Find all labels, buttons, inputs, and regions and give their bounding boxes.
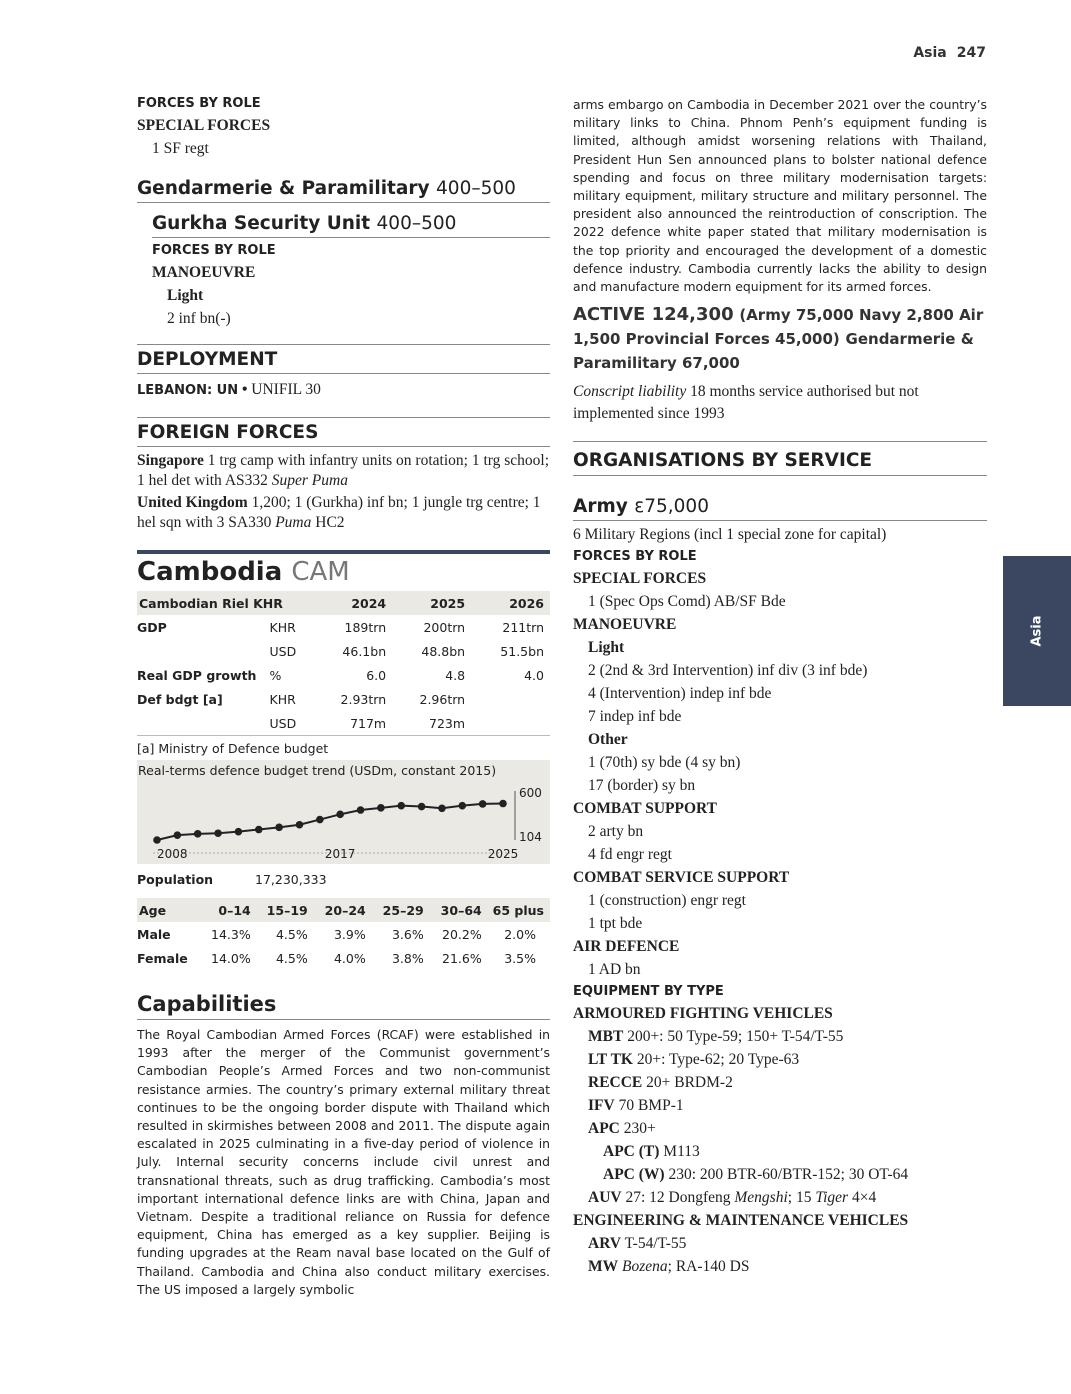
deployment-label: LEBANON: UN bbox=[137, 383, 239, 398]
active-detail: (Army 75,000 Navy 2,800 Air 1,500 Provincial Forces 45,000) bbox=[573, 306, 984, 349]
equipment-text: 4×4 bbox=[848, 1189, 877, 1207]
emv-heading: ENGINEERING & MAINTENANCE VEHICLES bbox=[573, 1212, 909, 1230]
age-header: 20–24 bbox=[324, 902, 366, 918]
population-value: 17,230,333 bbox=[255, 871, 327, 887]
data-point bbox=[377, 804, 385, 812]
paragraph-text: 1 trg camp with infantry units on rotation; 1 trg school; 1 hel det with AS332 bbox=[137, 452, 550, 489]
table-row bbox=[137, 639, 550, 663]
right-column bbox=[573, 96, 987, 1281]
list-item: 1 (Spec Ops Comd) AB/SF Bde bbox=[588, 593, 786, 611]
equipment-text: 20+: Type-62; 20 Type-63 bbox=[632, 1051, 800, 1069]
gurkha-heading bbox=[152, 209, 550, 238]
country-label: Singapore bbox=[137, 452, 204, 469]
age-table bbox=[137, 898, 550, 970]
equipment-label: APC (T) bbox=[603, 1143, 660, 1161]
table-cell: 4.5% bbox=[275, 950, 308, 966]
foreign-forces-heading: FOREIGN FORCES bbox=[137, 417, 550, 447]
military-regions: 6 Military Regions (incl 1 special zone for capital) bbox=[573, 526, 887, 544]
equipment-label: APC (W) bbox=[603, 1166, 665, 1184]
equipment-heading: EQUIPMENT BY TYPE bbox=[573, 984, 724, 1000]
table-cell: 2.0% bbox=[504, 926, 536, 942]
list-item: 1 (70th) sy bde (4 sy bn) bbox=[588, 754, 741, 772]
capabilities-text: The Royal Cambodian Armed Forces (RCAF) were established in 1993 after the merger of the Communist government’s Cambodian People’s Armed Forces and two non-communist resistance armies. The country’s primary external military threat continues to be the ongoing border dispute with Thailand which resulted in skirmishes between 2008 and 2011. The dispute again escalated in 2025 culminating in a five-day period of violence in July. Internal security concerns include civil unrest and transnational threats, such as drug trafficking. Cambodia’s most important international defence links are with China, Japan and Vietnam. Despite a traditional reliance on Russia for defence equipment, China has emerged as a key supplier. Beijing is funding upgrades at the Ream naval base located on the Gulf of Thailand. Cambodia and China also conduct military exercises. The US imposed a largely symbolic bbox=[137, 1027, 550, 1297]
table-cell: 46.1bn bbox=[342, 643, 387, 659]
row-label: Real GDP growth bbox=[137, 667, 257, 683]
data-point bbox=[296, 821, 304, 829]
data-point bbox=[499, 800, 507, 808]
equipment-text: ; 15 bbox=[787, 1189, 816, 1207]
orgs-heading: ORGANISATIONS BY SERVICE bbox=[573, 441, 987, 476]
list-item bbox=[588, 1028, 987, 1046]
list-item: 2 inf bn(-) bbox=[167, 310, 231, 327]
equipment-label: IFV bbox=[588, 1097, 615, 1115]
row-label bbox=[137, 711, 270, 736]
data-point bbox=[458, 802, 466, 810]
section-title: Gendarmerie & Paramilitary bbox=[137, 178, 430, 199]
list-item bbox=[603, 1143, 987, 1161]
row-unit: KHR bbox=[269, 619, 296, 635]
y-tick-label: 600 bbox=[519, 786, 542, 800]
table-cell: 51.5bn bbox=[500, 643, 544, 659]
section-number: ε75,000 bbox=[634, 496, 709, 518]
x-tick-label: 2025 bbox=[487, 847, 519, 861]
row-label: Def bdgt [a] bbox=[137, 691, 223, 707]
data-point bbox=[438, 804, 446, 812]
chart-plot bbox=[137, 760, 550, 864]
special-forces-heading: SPECIAL FORCES bbox=[137, 117, 271, 134]
table-cell: 6.0 bbox=[366, 667, 387, 683]
year-header: 2025 bbox=[430, 595, 466, 611]
list-item bbox=[588, 1074, 987, 1092]
equipment-label: LT TK bbox=[588, 1051, 633, 1069]
table-row bbox=[137, 687, 550, 711]
list-item: 2 (2nd & 3rd Intervention) inf div (3 inf bde) bbox=[588, 662, 868, 680]
age-header: 65 plus bbox=[492, 902, 544, 918]
year-header: 2026 bbox=[509, 595, 544, 611]
active-personnel bbox=[573, 303, 987, 375]
list-item: 1 (construction) engr regt bbox=[588, 892, 746, 910]
age-header: 30–64 bbox=[440, 902, 482, 918]
equipment-text: 27: 12 Dongfeng bbox=[621, 1189, 735, 1207]
equipment-label: RECCE bbox=[588, 1074, 643, 1092]
army-heading bbox=[573, 492, 987, 521]
table-header-row bbox=[137, 591, 550, 615]
light-subheading: Light bbox=[588, 639, 625, 657]
deployment-text: UNIFIL 30 bbox=[251, 381, 321, 398]
equipment-text: 200+: 50 Type-59; 150+ T-54/T-55 bbox=[623, 1028, 844, 1046]
equipment-text: ; RA-140 DS bbox=[667, 1258, 750, 1276]
data-point bbox=[153, 836, 161, 844]
table-row bbox=[137, 922, 550, 946]
year-header: 2024 bbox=[351, 595, 387, 611]
left-column bbox=[137, 96, 550, 1299]
italic-text: Tiger bbox=[815, 1189, 849, 1207]
list-item bbox=[588, 1258, 987, 1276]
table-cell: 3.8% bbox=[391, 950, 424, 966]
bullet: • bbox=[241, 381, 248, 398]
equipment-label: MW bbox=[588, 1258, 619, 1276]
conscript-label: Conscript liability bbox=[573, 383, 687, 401]
capabilities-heading: Capabilities bbox=[137, 988, 550, 1020]
data-point bbox=[357, 806, 365, 814]
list-item bbox=[588, 1189, 987, 1207]
table-row bbox=[137, 711, 550, 736]
table-cell: 4.8 bbox=[445, 667, 466, 683]
list-item: 1 AD bn bbox=[588, 961, 641, 979]
list-item bbox=[588, 1051, 987, 1069]
row-label bbox=[137, 639, 270, 663]
other-subheading: Other bbox=[588, 731, 628, 749]
x-tick-label: 2017 bbox=[324, 847, 356, 861]
combat-support-heading: COMBAT SUPPORT bbox=[573, 800, 717, 818]
footnote: [a] Ministry of Defence budget bbox=[137, 740, 329, 756]
chart-title: Real-terms defence budget trend (USDm, constant 2015) bbox=[138, 763, 497, 778]
series-line bbox=[157, 804, 503, 840]
country-label: United Kingdom bbox=[137, 494, 248, 511]
equipment-text: 20+ BRDM-2 bbox=[642, 1074, 733, 1092]
data-point bbox=[255, 826, 263, 834]
forces-by-role-heading: FORCES BY ROLE bbox=[573, 549, 697, 565]
deployment-entry bbox=[137, 380, 550, 401]
table-cell: 717m bbox=[350, 715, 387, 731]
age-header: 0–14 bbox=[218, 902, 251, 918]
table-cell: 4.0% bbox=[333, 950, 366, 966]
list-item: 17 (border) sy bn bbox=[588, 777, 696, 795]
list-item: 1 SF regt bbox=[152, 140, 209, 157]
italic-text: Mengshi bbox=[734, 1189, 788, 1207]
equipment-text: 230+ bbox=[619, 1120, 656, 1138]
foreign-singapore bbox=[137, 451, 550, 491]
row-unit: KHR bbox=[269, 691, 296, 707]
italic-text: Bozena bbox=[622, 1258, 668, 1276]
data-point bbox=[275, 824, 283, 832]
row-unit: % bbox=[269, 667, 282, 683]
data-point bbox=[174, 831, 182, 839]
section-title: Army bbox=[573, 496, 628, 518]
table-cell: 48.8bn bbox=[421, 643, 466, 659]
list-item: 2 arty bn bbox=[588, 823, 644, 841]
table-cell: 20.2% bbox=[442, 926, 482, 942]
equipment-label: AUV bbox=[588, 1189, 622, 1207]
active-label: ACTIVE 124,300 bbox=[573, 304, 734, 326]
table-row bbox=[137, 663, 550, 687]
table-cell: 14.0% bbox=[211, 950, 251, 966]
table-cell: 3.5% bbox=[504, 950, 536, 966]
list-item: 4 (Intervention) indep inf bde bbox=[588, 685, 772, 703]
country-code: CAM bbox=[291, 557, 350, 587]
table-cell: 211trn bbox=[502, 619, 544, 635]
region-tab[interactable] bbox=[1003, 556, 1071, 706]
equipment-label: ARV bbox=[588, 1235, 622, 1253]
section-title: Gurkha Security Unit bbox=[152, 213, 371, 234]
light-subheading: Light bbox=[167, 287, 204, 304]
forces-by-role-heading: FORCES BY ROLE bbox=[137, 96, 261, 111]
italic-text: Puma bbox=[275, 514, 312, 531]
equipment-text: T-54/T-55 bbox=[621, 1235, 687, 1253]
afv-heading: ARMOURED FIGHTING VEHICLES bbox=[573, 1005, 833, 1023]
conscript-text: 18 months service authorised but not implemented since 1993 bbox=[573, 383, 919, 423]
data-point bbox=[235, 828, 243, 836]
paragraph-text: HC2 bbox=[311, 514, 345, 531]
population-table bbox=[137, 864, 550, 894]
header-region: Asia bbox=[913, 45, 947, 61]
equipment-label: APC bbox=[588, 1120, 620, 1138]
table-cell bbox=[465, 687, 550, 711]
table-cell: 4.5% bbox=[275, 926, 308, 942]
population-label: Population bbox=[137, 871, 214, 887]
table-cell: 2.93trn bbox=[340, 691, 387, 707]
table-row bbox=[137, 946, 550, 970]
list-item bbox=[588, 1235, 987, 1253]
age-header: 15–19 bbox=[266, 902, 308, 918]
data-point bbox=[316, 816, 324, 824]
data-point bbox=[397, 802, 405, 810]
age-header: Age bbox=[139, 902, 167, 918]
country-name: Cambodia bbox=[137, 557, 283, 587]
table-cell: 2.96trn bbox=[419, 691, 466, 707]
age-header: 25–29 bbox=[382, 902, 424, 918]
economic-table bbox=[137, 591, 550, 760]
equipment-text: 230: 200 BTR-60/BTR-152; 30 OT-64 bbox=[664, 1166, 909, 1184]
table-row bbox=[137, 615, 550, 639]
data-point bbox=[479, 800, 487, 808]
list-item bbox=[588, 1097, 987, 1115]
table-cell: 3.6% bbox=[391, 926, 424, 942]
data-point bbox=[214, 829, 222, 837]
y-tick-label: 104 bbox=[519, 830, 542, 844]
list-item bbox=[588, 1120, 987, 1138]
deployment-heading: DEPLOYMENT bbox=[137, 344, 550, 374]
currency-label: Cambodian Riel KHR bbox=[139, 595, 283, 611]
budget-chart bbox=[137, 760, 550, 864]
header-page-number: 247 bbox=[956, 45, 986, 61]
row-unit: USD bbox=[269, 715, 297, 731]
gendarmerie-heading bbox=[137, 174, 550, 203]
country-title bbox=[137, 550, 550, 587]
list-item: 7 indep inf bde bbox=[588, 708, 682, 726]
table-cell: 723m bbox=[429, 715, 466, 731]
equipment-text: M113 bbox=[659, 1143, 700, 1161]
section-number: 400–500 bbox=[436, 178, 516, 199]
data-point bbox=[336, 811, 344, 819]
row-label: GDP bbox=[137, 619, 167, 635]
table-cell: 3.9% bbox=[333, 926, 366, 942]
forces-by-role-heading: FORCES BY ROLE bbox=[152, 243, 276, 258]
capabilities-continued: arms embargo on Cambodia in December 2021 over the country’s military links to China. Phnom Penh’s equipment funding is limited, although amidst worsening relations with Thailand, President Hun Sen announced plans to bolster national defence spending and focus on three military modernisation targets: military equipment, military structure and military personnel. The president also announced the reintroduction of conscription. The 2022 defence white paper stated that military modernisation is the top priority and encouraged the development of a domestic defence industry. Cambodia currently lacks the ability to design and manufacture modern equipment for its armed forces. bbox=[573, 97, 987, 295]
equipment-text: 70 BMP-1 bbox=[614, 1097, 684, 1115]
data-point bbox=[418, 803, 426, 811]
row-label: Female bbox=[137, 950, 188, 966]
list-item bbox=[603, 1166, 987, 1184]
table-cell: 14.3% bbox=[211, 926, 251, 942]
footnote-row bbox=[137, 736, 550, 761]
foreign-uk bbox=[137, 493, 550, 533]
table-row bbox=[137, 864, 550, 894]
gurkha-section bbox=[152, 209, 550, 328]
table-cell: 200trn bbox=[423, 619, 466, 635]
data-point bbox=[194, 830, 202, 838]
x-tick-label: 2008 bbox=[157, 847, 188, 861]
active-gendarmerie: Gendarmerie & Paramilitary 67,000 bbox=[573, 330, 974, 373]
row-unit: USD bbox=[269, 643, 297, 659]
air-defence-heading: AIR DEFENCE bbox=[573, 938, 680, 956]
manoeuvre-heading: MANOEUVRE bbox=[152, 264, 256, 281]
combat-service-support-heading: COMBAT SERVICE SUPPORT bbox=[573, 869, 790, 887]
table-cell bbox=[465, 711, 550, 736]
manoeuvre-heading: MANOEUVRE bbox=[573, 616, 677, 634]
paragraph-text: 1,200; 1 (Gurkha) inf bn; 1 jungle trg centre; 1 hel sqn with 3 SA330 bbox=[137, 494, 541, 531]
table-cell: 4.0 bbox=[524, 667, 544, 683]
conscript-liability bbox=[573, 381, 987, 425]
equipment-label: MBT bbox=[588, 1028, 624, 1046]
row-label: Male bbox=[137, 926, 171, 942]
special-forces-heading: SPECIAL FORCES bbox=[573, 570, 707, 588]
table-header-row bbox=[137, 898, 550, 922]
list-item: 1 tpt bde bbox=[588, 915, 643, 933]
page-header bbox=[913, 45, 986, 61]
italic-text: Super Puma bbox=[271, 472, 348, 489]
region-tab-label: Asia bbox=[1029, 615, 1045, 647]
section-number: 400–500 bbox=[376, 213, 457, 234]
table-cell: 21.6% bbox=[442, 950, 482, 966]
list-item: 4 fd engr regt bbox=[588, 846, 672, 864]
table-cell: 189trn bbox=[344, 619, 387, 635]
